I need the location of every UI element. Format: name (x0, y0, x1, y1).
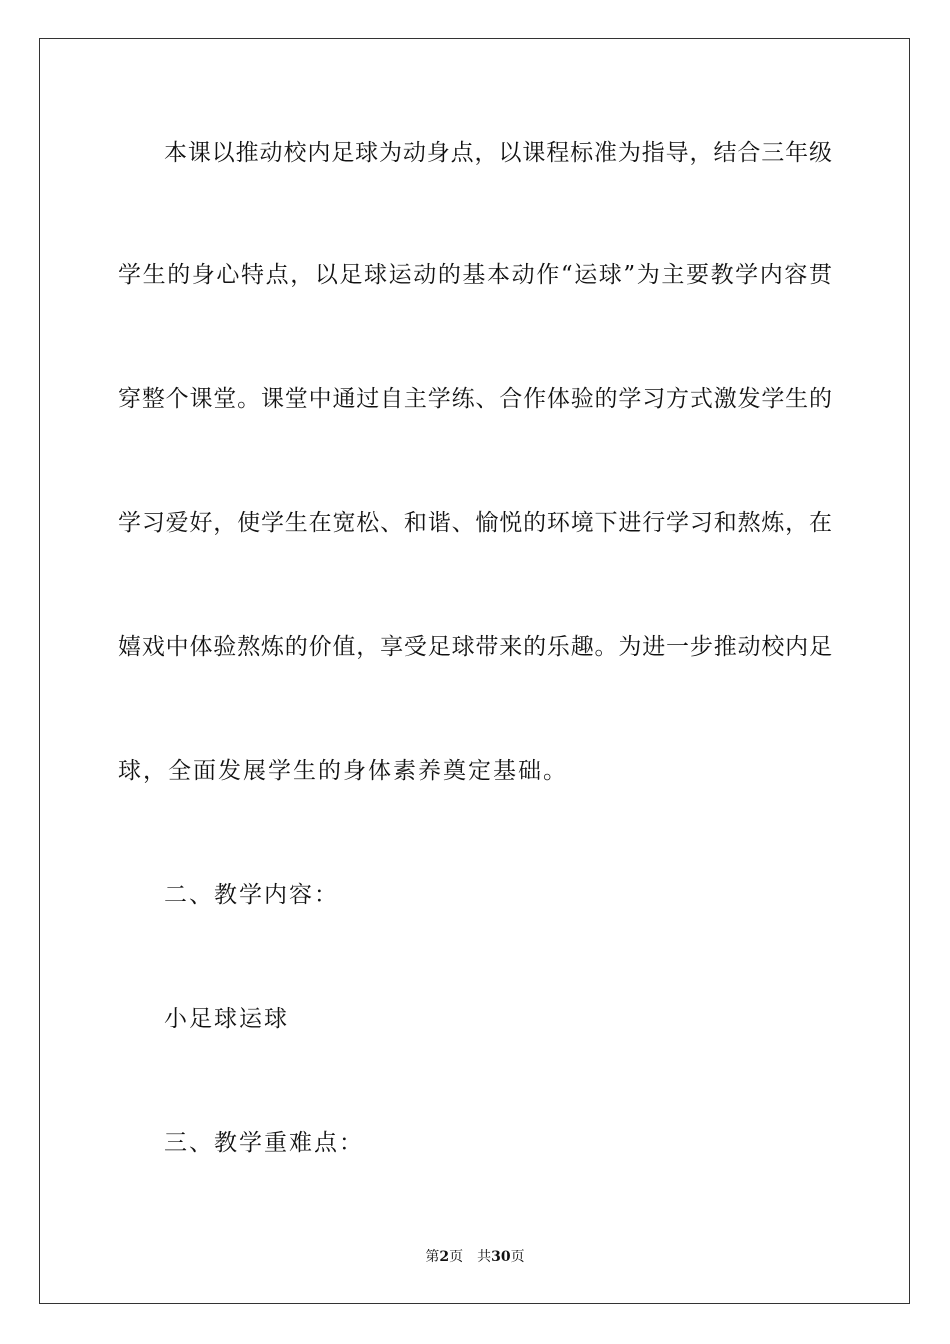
paragraph-line-4: 学习爱好，使学生在宽松、和谐、愉悦的环境下进行学习和熬炼，在 (118, 510, 832, 536)
footer-page-number: 2 (439, 1249, 450, 1265)
paragraph-line-3: 穿整个课堂。课堂中通过自主学练、合作体验的学习方式激发学生的 (118, 386, 832, 412)
footer-page-suffix: 页 (449, 1249, 464, 1265)
footer-total-suffix: 页 (510, 1249, 525, 1265)
heading-key-points: 三、教学重难点： (164, 1130, 364, 1156)
paragraph-line-1: 本课以推动校内足球为动身点，以课程标准为指导，结合三年级 (164, 140, 832, 166)
footer-total-prefix: 共 (477, 1249, 492, 1265)
paragraph-line-2: 学生的身心特点，以足球运动的基本动作“运球”为主要教学内容贯 (118, 262, 832, 288)
paragraph-line-6: 球，全面发展学生的身体素养奠定基础。 (118, 758, 568, 784)
content-item-dribbling: 小足球运球 (164, 1006, 289, 1032)
footer-page-prefix: 第 (425, 1249, 440, 1265)
footer-total-number: 30 (491, 1249, 511, 1265)
paragraph-line-5: 嬉戏中体验熬炼的价值，享受足球带来的乐趣。为进一步推动校内足 (118, 634, 832, 660)
page-border (39, 38, 910, 1304)
heading-teaching-content: 二、教学内容： (164, 882, 339, 908)
page-footer (0, 1248, 950, 1266)
